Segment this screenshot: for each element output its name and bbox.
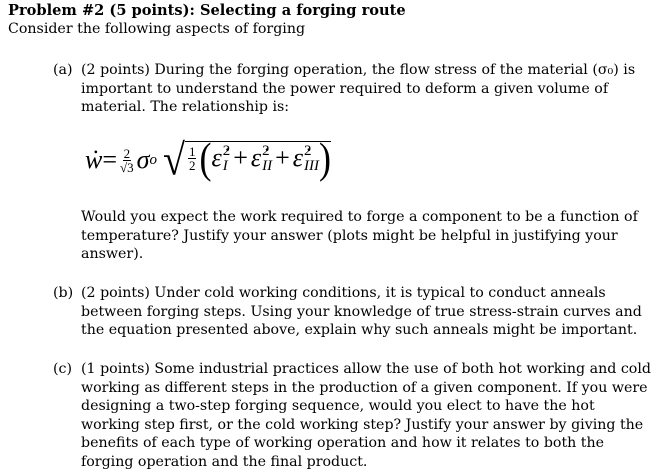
eq-sq: 2 bbox=[262, 142, 270, 159]
eq-sq: 2 bbox=[304, 142, 312, 159]
eq-eps-2-idx bbox=[262, 144, 272, 174]
problem-intro: Consider the following aspects of forging bbox=[8, 21, 306, 37]
eq-sigma: σ bbox=[136, 144, 150, 174]
part-c-text: (1 points) Some industrial practices allow the use of both hot working and cold working as different steps in the production of a given component. If you were designing a two-step forging sequence, would you elect to have the hot working step first, or the cold working step? Justify your answer by giving the benefits of each type of working operation and how it relates to both the forging operation and the final product. bbox=[81, 361, 651, 470]
eq-lparen: ( bbox=[199, 134, 212, 183]
eq-eps-1: ε̇ bbox=[211, 143, 222, 173]
eq-equals: = bbox=[102, 144, 118, 174]
eq-eps-2: ε̇ bbox=[250, 143, 262, 173]
eq-sq: 2 bbox=[222, 142, 231, 159]
eq-sigma-sub: o bbox=[149, 151, 157, 168]
part-a-label: (a) bbox=[53, 62, 73, 78]
part-a bbox=[53, 61, 653, 117]
eq-eps-3: ε̇ bbox=[292, 143, 304, 173]
eq-rparen: ) bbox=[319, 134, 332, 183]
eq-fraction-2-root3 bbox=[120, 147, 134, 174]
eq-frac1-den: √3 bbox=[120, 159, 134, 175]
part-b-text: (2 points) Under cold working conditions, it is typical to conduct anneals between forging steps. Using your knowledge of true stress-strain curves and the equation presented above, explain why such anneals might be important. bbox=[81, 285, 642, 339]
eq-frac1-num: 2 bbox=[123, 145, 131, 161]
part-b bbox=[53, 284, 653, 340]
part-c-label: (c) bbox=[53, 361, 73, 377]
problem-title: Problem #2 (5 points): Selecting a forging route bbox=[8, 2, 406, 19]
eq-sub-1: I bbox=[222, 157, 228, 174]
eq-frac2-den: 2 bbox=[188, 158, 196, 173]
radical-icon: √ bbox=[162, 134, 185, 185]
eq-eps-3-idx bbox=[304, 144, 319, 174]
part-a-text: (2 points) During the forging operation, the flow stress of the material (σ₀) is important to understand the power required to deform a given volume of material. The relationship is: bbox=[81, 62, 636, 116]
work-rate-equation bbox=[85, 134, 331, 186]
eq-radicand bbox=[185, 134, 332, 183]
eq-eps-1-idx bbox=[223, 144, 231, 174]
eq-fraction-half bbox=[188, 145, 197, 172]
eq-sub-3: III bbox=[304, 157, 320, 174]
part-a-followup bbox=[53, 208, 653, 264]
eq-lhs: ẇ bbox=[85, 144, 103, 174]
eq-sub-2: II bbox=[262, 157, 273, 174]
eq-plus: + bbox=[233, 143, 248, 173]
part-b-label: (b) bbox=[53, 285, 74, 301]
part-a-followup-text: Would you expect the work required to forge a component to be a function of temperature? Justify your answer (plots might be helpful in justifying your answer). bbox=[81, 209, 638, 263]
eq-plus: + bbox=[275, 143, 290, 173]
part-c bbox=[53, 360, 653, 472]
eq-frac2-num: 1 bbox=[188, 144, 196, 159]
eq-sqrt bbox=[162, 134, 332, 185]
